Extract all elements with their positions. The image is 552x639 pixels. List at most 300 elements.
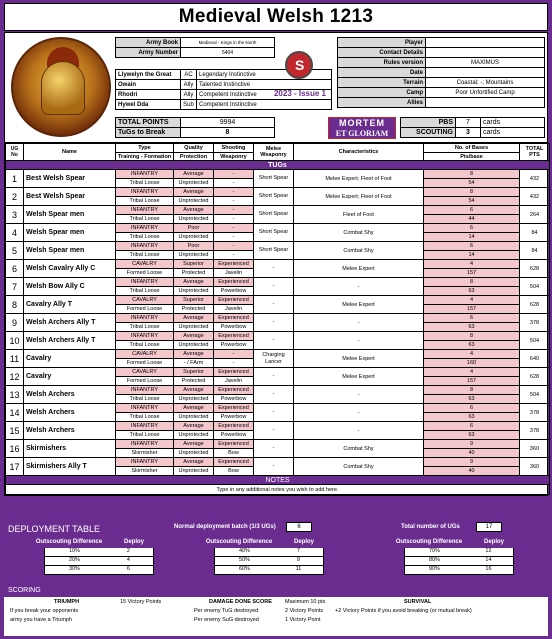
unit-shooting[interactable]: Experienced (214, 260, 254, 269)
mortem-brand (328, 117, 396, 139)
unit-shooting[interactable]: Experienced (214, 332, 254, 341)
info-label: Rules version (338, 58, 426, 68)
unit-shooting[interactable]: Experienced (214, 296, 254, 305)
total-ugs-value: 17 (476, 522, 502, 532)
deploy-diff-header: Outscouting Difference (205, 539, 273, 545)
unit-shooting[interactable]: - (214, 350, 254, 359)
unit-melee: - (254, 314, 294, 332)
info-row (338, 98, 545, 108)
unit-name[interactable]: Cavalry (24, 350, 116, 368)
leader-trait[interactable]: Talented Instinctive (197, 80, 332, 90)
unit-bases[interactable]: 8 (424, 170, 520, 179)
leader-trait[interactable]: Legendary Instinctive (197, 70, 332, 80)
triumph-text-1: If you break your opponents (10, 608, 79, 614)
col-name: Name (24, 144, 116, 161)
mortem-emblem-icon (285, 51, 313, 79)
unit-pts-per-base: 157 (424, 305, 520, 314)
unit-shooting[interactable]: - (214, 170, 254, 179)
deploy-value: 12 (485, 548, 492, 554)
unit-bases[interactable]: 6 (424, 404, 520, 413)
unit-quality[interactable]: Average (174, 350, 214, 359)
unit-number: 11 (6, 350, 24, 368)
deploy-value: 7 (296, 548, 300, 554)
deploy-row (214, 566, 324, 575)
unit-number: 3 (6, 206, 24, 224)
unit-total: 360 (520, 440, 550, 458)
unit-characteristics: Combat Shy (294, 242, 424, 260)
unit-pts-per-base: 63 (424, 341, 520, 350)
unit-bases[interactable]: 8 (424, 386, 520, 395)
unit-type[interactable]: INFANTRY (116, 278, 174, 287)
unit-pts-per-base: 14 (424, 251, 520, 260)
unit-number: 5 (6, 242, 24, 260)
unit-weaponry: Powerbow (214, 341, 254, 350)
unit-weaponry: Javelin (214, 305, 254, 314)
unit-name[interactable]: Welsh Archers Ally T (24, 314, 116, 332)
unit-quality[interactable]: Average (174, 440, 214, 449)
unit-training: Tribal Loose (116, 251, 174, 260)
unit-type[interactable]: INFANTRY (116, 242, 174, 251)
info-label: Player (338, 38, 426, 48)
unit-name[interactable]: Welsh Spear men (24, 224, 116, 242)
deploy-deploy-header: Deploy (123, 539, 144, 545)
unit-melee: Short Spear (254, 242, 294, 260)
unit-shooting[interactable]: Experienced (214, 314, 254, 323)
unit-row (6, 296, 550, 305)
info-row (338, 58, 545, 68)
helmet-icon (41, 61, 85, 115)
col-shooting: Shooting (214, 144, 254, 153)
unit-bases[interactable]: 4 (424, 260, 520, 269)
damage-label: DAMAGE DONE SCORE (209, 599, 272, 605)
unit-type[interactable]: CAVALRY (116, 350, 174, 359)
unit-protection: Unprotected (174, 395, 214, 404)
info-value[interactable] (426, 48, 545, 58)
unit-row (6, 458, 550, 467)
unit-characteristics: Fleet of Foot (294, 206, 424, 224)
unit-characteristics: - (294, 278, 424, 296)
unit-type[interactable]: INFANTRY (116, 458, 174, 467)
unit-name[interactable]: Welsh Archers (24, 422, 116, 440)
unit-type[interactable]: INFANTRY (116, 170, 174, 179)
deploy-diff: 30% (68, 566, 80, 572)
unit-type[interactable]: INFANTRY (116, 188, 174, 197)
unit-characteristics: Melee Expert; Fleet of Foot (294, 170, 424, 188)
unit-training: Tribal Loose (116, 341, 174, 350)
unit-number: 13 (6, 386, 24, 404)
col-ptsbase: Pts/base (424, 153, 520, 161)
unit-weaponry: Javelin (214, 377, 254, 386)
unit-quality[interactable]: Average (174, 314, 214, 323)
brand-bottom: ET GLORIAM (335, 129, 389, 138)
unit-name[interactable]: Best Welsh Spear (24, 188, 116, 206)
unit-characteristics: - (294, 386, 424, 404)
col-bases: No. of Bases (424, 144, 520, 153)
batch-value: 6 (286, 522, 312, 532)
unit-name[interactable]: Welsh Archers (24, 404, 116, 422)
unit-weaponry: - (214, 233, 254, 242)
unit-bases[interactable]: 6 (424, 422, 520, 431)
info-value[interactable] (426, 68, 545, 78)
col-characteristics: Characteristics (294, 144, 424, 161)
unit-bases[interactable]: 8 (424, 278, 520, 287)
deploy-diff: 80% (428, 557, 440, 563)
unit-bases[interactable]: 9 (424, 440, 520, 449)
unit-pts-per-base: 157 (424, 377, 520, 386)
unit-melee: - (254, 404, 294, 422)
vp-two: 2 Victory Points (285, 608, 324, 614)
unit-training: Tribal Loose (116, 431, 174, 440)
unit-bases[interactable]: 6 (424, 242, 520, 251)
unit-type[interactable]: INFANTRY (116, 440, 174, 449)
leader-rank: AC (181, 70, 197, 80)
unit-pts-per-base: 63 (424, 287, 520, 296)
col-weaponry: Weaponry (214, 153, 254, 161)
pbs-scouting-table (400, 117, 545, 138)
unit-type[interactable]: CAVALRY (116, 296, 174, 305)
unit-weaponry: - (214, 359, 254, 368)
leader-rank: Ally (181, 80, 197, 90)
unit-number: 12 (6, 368, 24, 386)
unit-type[interactable]: INFANTRY (116, 314, 174, 323)
unit-shooting[interactable]: Experienced (214, 440, 254, 449)
unit-shooting[interactable]: Experienced (214, 422, 254, 431)
unit-row (6, 440, 550, 449)
unit-bases[interactable]: 6 (424, 206, 520, 215)
unit-shooting[interactable]: Experienced (214, 386, 254, 395)
unit-name[interactable]: Welsh Spear men (24, 242, 116, 260)
deploy-row (404, 548, 514, 557)
unit-total: 432 (520, 188, 550, 206)
unit-training: Formed Loose (116, 377, 174, 386)
unit-characteristics: Combat Shy (294, 458, 424, 476)
deployment-title: DEPLOYMENT TABLE (8, 524, 101, 534)
unit-shooting[interactable]: - (214, 206, 254, 215)
page-title: Medieval Welsh 1213 (178, 6, 374, 27)
unit-type[interactable]: CAVALRY (116, 368, 174, 377)
unit-row (6, 368, 550, 377)
info-row (338, 78, 545, 88)
unit-type[interactable]: INFANTRY (116, 422, 174, 431)
unit-row (6, 260, 550, 269)
unit-training: Formed Loose (116, 269, 174, 278)
unit-characteristics: Combat Shy (294, 224, 424, 242)
unit-name[interactable]: Welsh Archers (24, 386, 116, 404)
col-quality: Quality (174, 144, 214, 153)
unit-training: Skirmisher (116, 467, 174, 476)
unit-training: Tribal Loose (116, 287, 174, 296)
unit-name[interactable]: Welsh Bow Ally C (24, 278, 116, 296)
info-row (338, 68, 545, 78)
unit-quality[interactable]: Average (174, 170, 214, 179)
unit-pts-per-base: 160 (424, 359, 520, 368)
unit-quality[interactable]: Average (174, 332, 214, 341)
unit-shooting[interactable]: - (214, 188, 254, 197)
unit-quality[interactable]: Average (174, 404, 214, 413)
unit-number: 7 (6, 278, 24, 296)
unit-training: Tribal Loose (116, 215, 174, 224)
unit-weaponry: - (214, 215, 254, 224)
units-section (4, 142, 548, 496)
scoring-title: SCORING (4, 587, 548, 597)
info-value[interactable] (426, 98, 545, 108)
deploy-value: 6 (126, 566, 130, 572)
unit-total: 640 (520, 350, 550, 368)
unit-number: 17 (6, 458, 24, 476)
tugs-break-label: TuGs to Break (116, 128, 181, 138)
unit-pts-per-base: 63 (424, 413, 520, 422)
unit-total: 378 (520, 314, 550, 332)
unit-weaponry: Powerbow (214, 413, 254, 422)
deploy-row (44, 548, 154, 557)
unit-weaponry: Bow (214, 449, 254, 458)
unit-row (6, 350, 550, 359)
vp-one: 1 Victory Point (285, 617, 321, 623)
unit-characteristics: - (294, 332, 424, 350)
leader-row (116, 80, 332, 90)
unit-bases[interactable]: 4 (424, 296, 520, 305)
unit-bases[interactable]: 8 (424, 188, 520, 197)
unit-number: 10 (6, 332, 24, 350)
pbs-value: 7 (456, 118, 481, 128)
unit-quality[interactable]: Average (174, 458, 214, 467)
info-value[interactable]: Coastal; -; Mountains (426, 78, 545, 88)
unit-protection: - / FArm (174, 359, 214, 368)
unit-bases[interactable]: 6 (424, 224, 520, 233)
unit-training: Tribal Loose (116, 413, 174, 422)
leader-trait[interactable]: Competent Instinctive (197, 90, 332, 100)
unit-shooting[interactable]: - (214, 224, 254, 233)
unit-shooting[interactable]: Experienced (214, 278, 254, 287)
leader-rank: Sub (181, 100, 197, 110)
unit-name[interactable]: Skirmishers (24, 440, 116, 458)
unit-characteristics: Combat Shy (294, 440, 424, 458)
unit-shooting[interactable]: Experienced (214, 368, 254, 377)
unit-quality[interactable]: Average (174, 206, 214, 215)
unit-number: 14 (6, 404, 24, 422)
unit-pts-per-base: 40 (424, 467, 520, 476)
unit-training: Skirmisher (116, 449, 174, 458)
unit-total: 628 (520, 296, 550, 314)
scouting-value: 3 (456, 128, 481, 138)
deploy-row (214, 548, 324, 557)
unit-shooting[interactable]: - (214, 242, 254, 251)
deploy-value: 4 (126, 557, 130, 563)
info-label: Camp (338, 88, 426, 98)
deploy-value: 2 (126, 548, 130, 554)
unit-type[interactable]: INFANTRY (116, 386, 174, 395)
leader-name: Hywel Dda (116, 100, 181, 110)
deploy-diff: 40% (238, 548, 250, 554)
total-points-value: 9994 (181, 118, 275, 128)
unit-name[interactable]: Welsh Archers Ally T (24, 332, 116, 350)
unit-quality[interactable]: Poor (174, 242, 214, 251)
tugs-heading: TUGs (6, 161, 550, 170)
unit-name[interactable]: Cavalry Ally T (24, 296, 116, 314)
unit-row (6, 170, 550, 179)
unit-characteristics: - (294, 314, 424, 332)
deploy-row (404, 566, 514, 575)
unit-pts-per-base: 40 (424, 449, 520, 458)
deploy-value: 14 (485, 557, 492, 563)
unit-protection: Unprotected (174, 467, 214, 476)
unit-training: Tribal Loose (116, 233, 174, 242)
unit-total: 432 (520, 170, 550, 188)
unit-row (6, 188, 550, 197)
unit-name[interactable]: Welsh Spear men (24, 206, 116, 224)
deploy-group (384, 539, 534, 575)
unit-quality[interactable]: Superior (174, 296, 214, 305)
army-number-value[interactable]: 5404 (181, 48, 275, 58)
unit-type[interactable]: CAVALRY (116, 260, 174, 269)
unit-weaponry: Bow (214, 467, 254, 476)
notes-field[interactable]: Type in any additional notes you wish to add here. (6, 485, 550, 495)
unit-characteristics: Melee Expert (294, 260, 424, 278)
unit-row (6, 404, 550, 413)
army-book-value[interactable]: Medieval - Kings in the North (181, 38, 275, 48)
unit-quality[interactable]: Average (174, 422, 214, 431)
unit-type[interactable]: INFANTRY (116, 332, 174, 341)
unit-training: Formed Loose (116, 359, 174, 368)
info-row (338, 48, 545, 58)
unit-bases[interactable]: 4 (424, 350, 520, 359)
unit-row (6, 242, 550, 251)
unit-quality[interactable]: Average (174, 278, 214, 287)
brand-top: MORTEM (339, 118, 385, 128)
unit-quality[interactable]: Superior (174, 368, 214, 377)
unit-protection: Unprotected (174, 431, 214, 440)
deploy-diff-header: Outscouting Difference (395, 539, 463, 545)
unit-protection: Unprotected (174, 341, 214, 350)
batch-label: Normal deployment batch (1/3 UGs) (174, 524, 276, 530)
unit-total: 360 (520, 458, 550, 476)
unit-characteristics: - (294, 404, 424, 422)
unit-total: 504 (520, 278, 550, 296)
unit-row (6, 332, 550, 341)
unit-pts-per-base: 54 (424, 179, 520, 188)
unit-melee: Short Spear (254, 188, 294, 206)
deploy-diff: 20% (68, 557, 80, 563)
info-value[interactable]: MAXIMUS (426, 58, 545, 68)
spartan-helmet-logo (11, 37, 111, 137)
army-book-label: Army Book (116, 38, 181, 48)
unit-melee: - (254, 278, 294, 296)
units-table (5, 143, 550, 495)
unit-total: 628 (520, 260, 550, 278)
deploy-deploy-header: Deploy (483, 539, 504, 545)
unit-characteristics: Melee Expert (294, 296, 424, 314)
unit-pts-per-base: 44 (424, 215, 520, 224)
col-total: TOTAL PTS (520, 144, 550, 161)
unit-total: 84 (520, 242, 550, 260)
unit-type[interactable]: INFANTRY (116, 224, 174, 233)
unit-quality[interactable]: Poor (174, 224, 214, 233)
unit-protection: Unprotected (174, 413, 214, 422)
unit-name[interactable]: Welsh Cavalry Ally C (24, 260, 116, 278)
unit-melee: - (254, 422, 294, 440)
leader-rank: Ally (181, 90, 197, 100)
totals-table (115, 117, 275, 138)
unit-quality[interactable]: Superior (174, 260, 214, 269)
unit-weaponry: Javelin (214, 269, 254, 278)
deploy-value: 16 (485, 566, 492, 572)
unit-name[interactable]: Best Welsh Spear (24, 170, 116, 188)
unit-shooting[interactable]: Experienced (214, 404, 254, 413)
deploy-row (44, 566, 154, 575)
unit-name[interactable]: Cavalry (24, 368, 116, 386)
survival-text: +2 Victory Points if you avoid breaking (or mutual break) (335, 608, 472, 614)
tugs-break-value: 8 (181, 128, 275, 138)
unit-type[interactable]: INFANTRY (116, 206, 174, 215)
deploy-diff-header: Outscouting Difference (35, 539, 103, 545)
unit-weaponry: Powerbow (214, 323, 254, 332)
unit-training: Tribal Loose (116, 179, 174, 188)
unit-melee: Short Spear (254, 224, 294, 242)
unit-bases[interactable]: 4 (424, 368, 520, 377)
leader-trait[interactable]: Competent Instinctive (197, 100, 332, 110)
unit-pts-per-base: 63 (424, 431, 520, 440)
unit-shooting[interactable]: Experienced (214, 458, 254, 467)
deploy-row (404, 557, 514, 566)
col-melee: Melee Weaponry (254, 144, 294, 161)
unit-pts-per-base: 63 (424, 323, 520, 332)
unit-row (6, 314, 550, 323)
triumph-points: 15 Victory Points (120, 599, 162, 605)
unit-protection: Unprotected (174, 233, 214, 242)
unit-name[interactable]: Skirmishers Ally T (24, 458, 116, 476)
deploy-row (214, 557, 324, 566)
unit-type[interactable]: INFANTRY (116, 404, 174, 413)
unit-melee: Short Spear (254, 206, 294, 224)
info-value[interactable]: Poor Unfortified Camp (426, 88, 545, 98)
unit-number: 6 (6, 260, 24, 278)
info-label: Contact Details (338, 48, 426, 58)
leader-name: Llywelyn the Great (116, 70, 181, 80)
info-value[interactable] (426, 38, 545, 48)
unit-number: 8 (6, 296, 24, 314)
unit-total: 378 (520, 404, 550, 422)
total-ugs-label: Total number of UGs (401, 524, 460, 530)
emblem-glyph: S (295, 57, 305, 73)
leader-name: Rhodri (116, 90, 181, 100)
deploy-diff: 70% (428, 548, 440, 554)
deploy-value: 11 (295, 566, 302, 572)
unit-row (6, 422, 550, 431)
unit-quality[interactable]: Average (174, 188, 214, 197)
unit-protection: Protected (174, 269, 214, 278)
unit-weaponry: - (214, 179, 254, 188)
unit-bases[interactable]: 8 (424, 332, 520, 341)
deploy-deploy-header: Deploy (293, 539, 314, 545)
unit-total: 378 (520, 422, 550, 440)
unit-bases[interactable]: 6 (424, 314, 520, 323)
unit-training: Formed Loose (116, 305, 174, 314)
unit-total: 504 (520, 332, 550, 350)
unit-weaponry: Powerbow (214, 395, 254, 404)
survival-label: SURVIVAL (404, 599, 432, 605)
unit-melee: - (254, 368, 294, 386)
triumph-label: TRIUMPH (54, 599, 80, 605)
unit-pts-per-base: 157 (424, 269, 520, 278)
unit-number: 4 (6, 224, 24, 242)
deploy-diff: 10% (68, 548, 80, 554)
pbs-unit: cards (481, 118, 545, 128)
unit-melee: - (254, 458, 294, 476)
unit-quality[interactable]: Average (174, 386, 214, 395)
unit-protection: Unprotected (174, 179, 214, 188)
unit-protection: Unprotected (174, 197, 214, 206)
unit-bases[interactable]: 9 (424, 458, 520, 467)
